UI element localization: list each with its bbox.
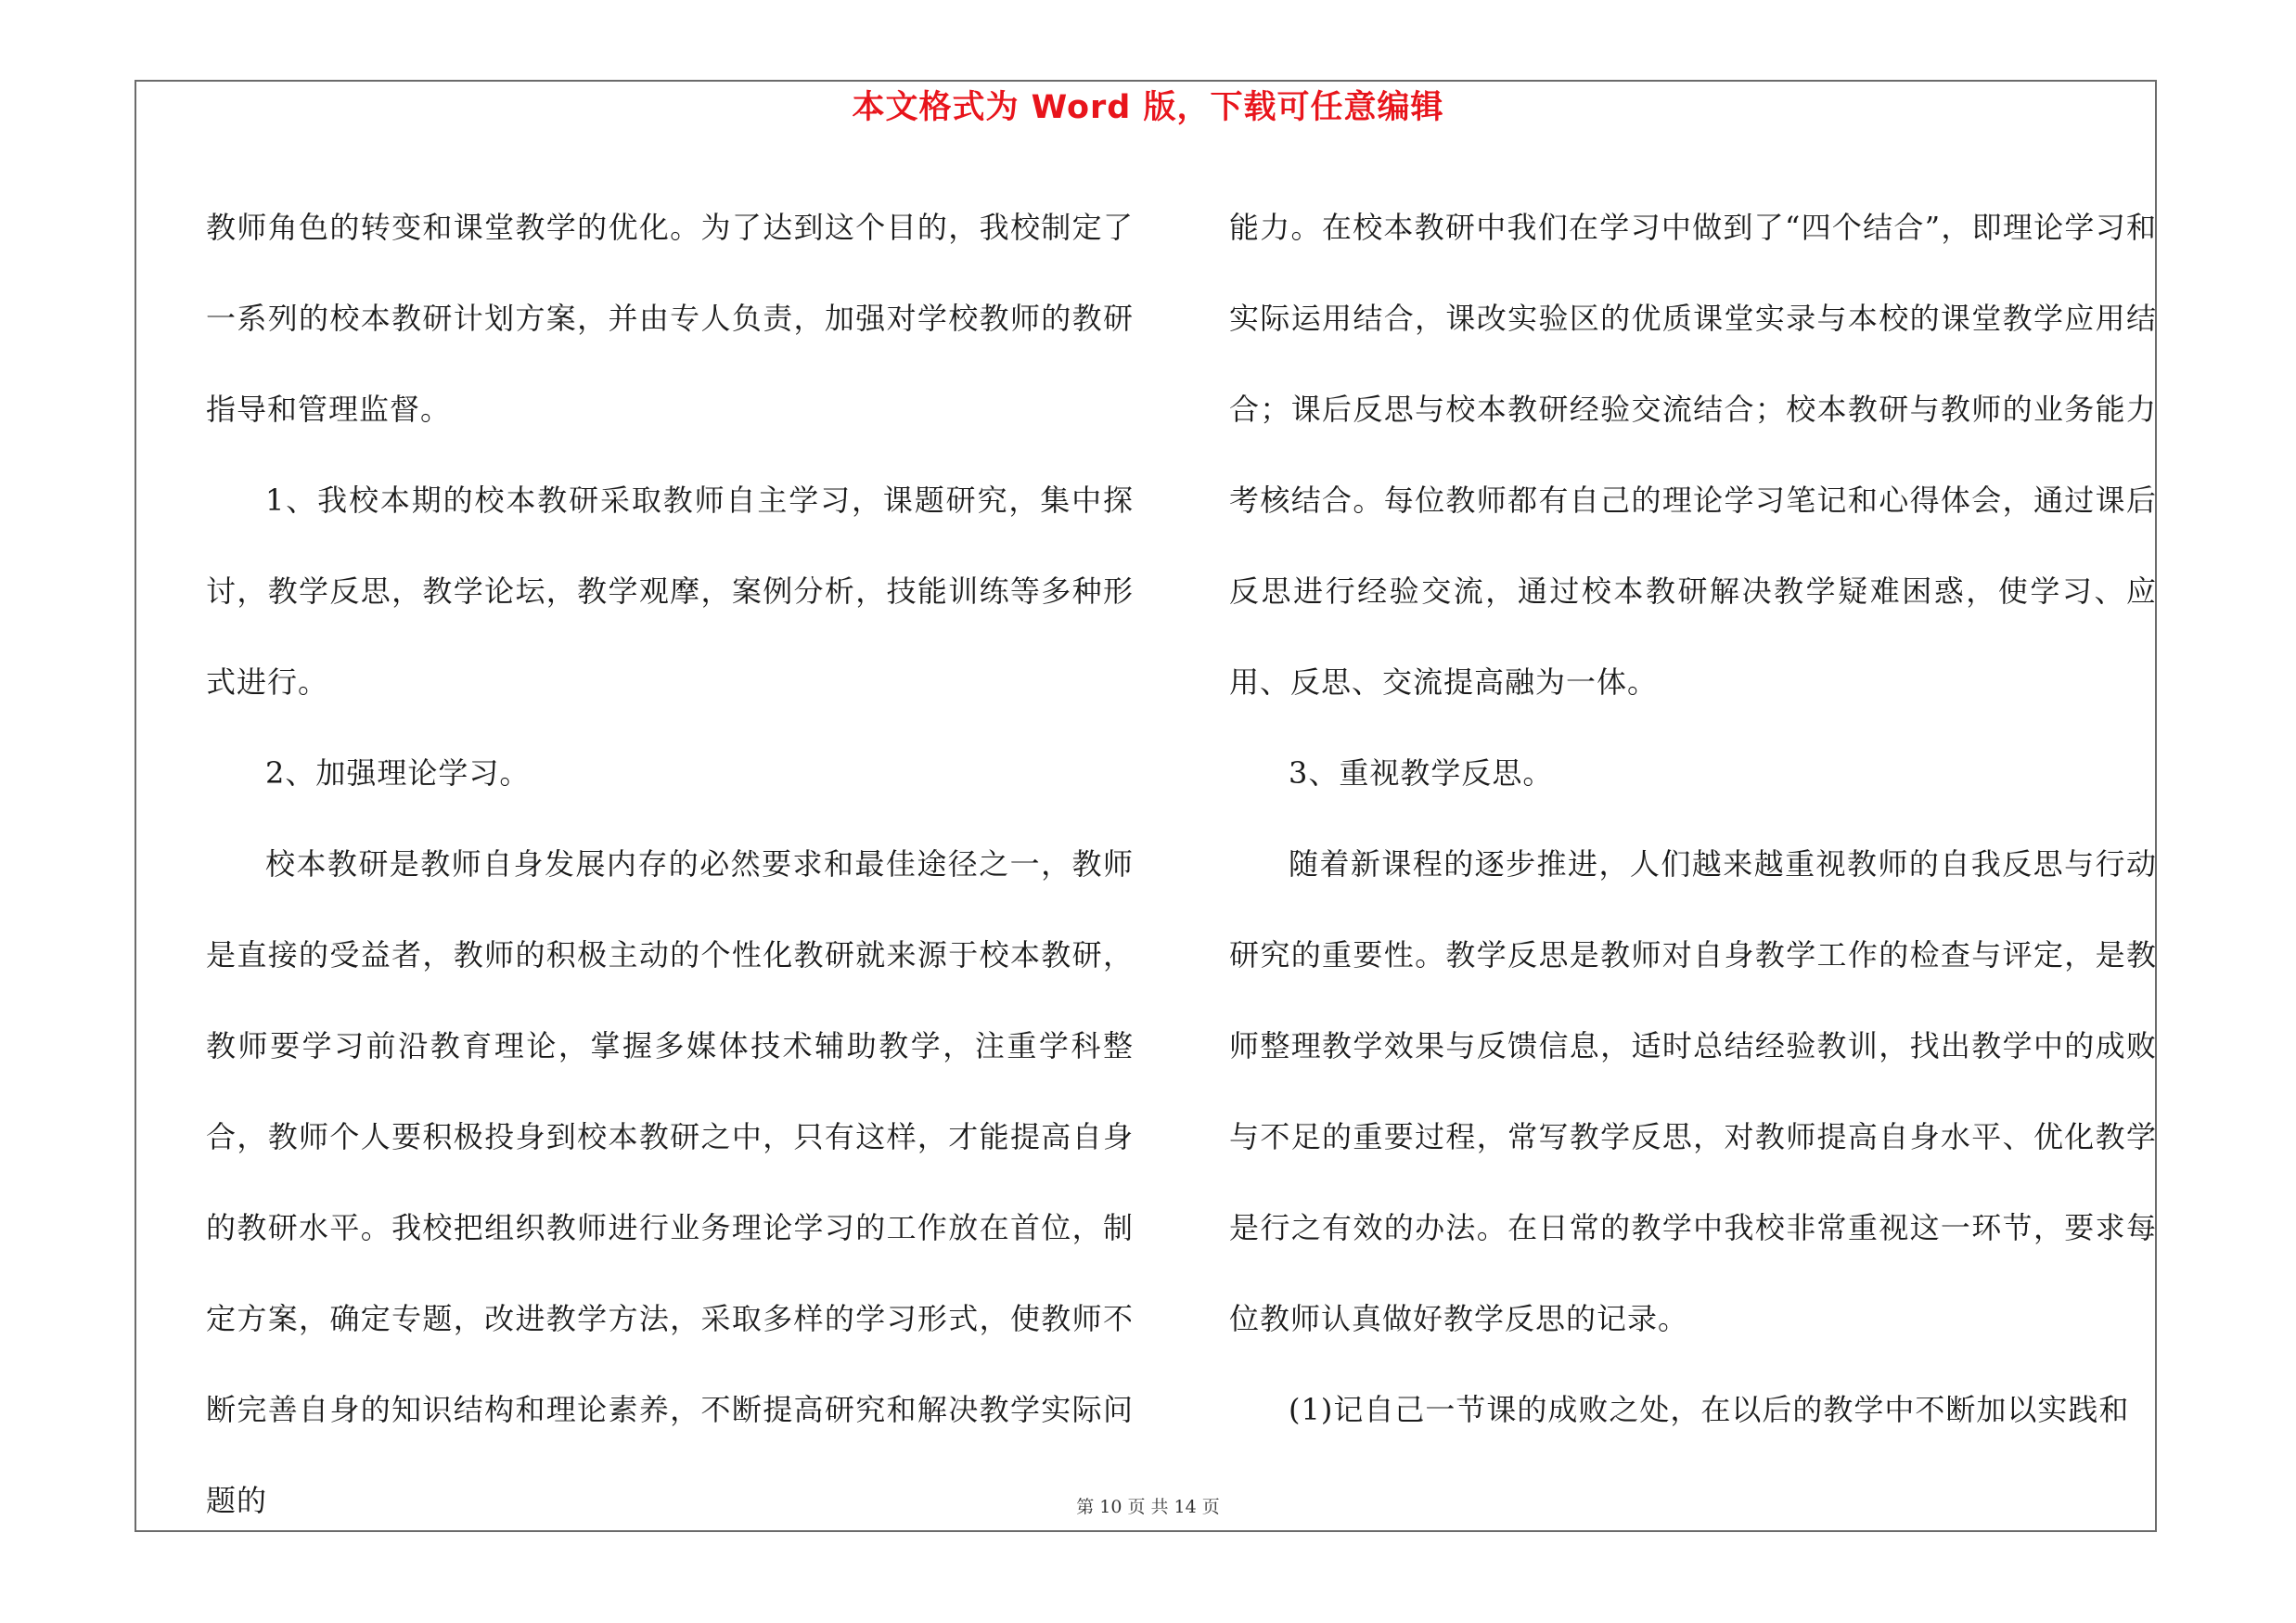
right-column [1229,182,2157,1455]
footer-middle: 页 共 [1127,1497,1169,1517]
total-pages-number: 14 [1174,1497,1197,1517]
left-column [206,182,1134,1546]
section-heading: 3、重视教学反思。 [1289,755,1554,791]
paragraph: 能力。在校本教研中我们在学习中做到了“四个结合”，即理论学习和实际运用结合，课改实验区的优质课堂实录与本校的课堂教学应用结合；课后反思与校本教研经验交流结合；校本教研与教师的业务能力考核结合。每位教师都有自己的理论学习笔记和心得体会，通过课后反思进行经验交流，通过校本教研解决教学疑难困惑，使学习、应用、反思、交流提高融为一体。 [1229,210,2157,700]
header-banner: 本文格式为 Word 版，下载可任意编辑 [852,89,1444,126]
paragraph: (1)记自己一节课的成败之处，在以后的教学中不断加以实践和 [1289,1392,2130,1427]
footer-prefix: 第 [1076,1497,1095,1517]
page-footer [0,1493,2296,1518]
paragraph: 随着新课程的逐步推进，人们越来越重视教师的自我反思与行动研究的重要性。教学反思是教师对自身教学工作的检查与评定，是教师整理教学效果与反馈信息，适时总结经验教训，找出教学中的成败与不足的重要过程，常写教学反思，对教师提高自身水平、优化教学是行之有效的办法。在日常的教学中我校非常重视这一环节，要求每位教师认真做好教学反思的记录。 [1229,846,2157,1336]
paragraph: 校本教研是教师自身发展内存的必然要求和最佳途径之一，教师是直接的受益者，教师的积极主动的个性化教研就来源于校本教研，教师要学习前沿教育理论，掌握多媒体技术辅助教学，注重学科整合，教师个人要积极投身到校本教研之中，只有这样，才能提高自身的教研水平。我校把组织教师进行业务理论学习的工作放在首位，制定方案，确定专题，改进教学方法，采取多样的学习形式，使教师不断完善自身的知识结构和理论素养，不断提高研究和解决教学实际问题的 [206,846,1134,1518]
paragraph: 教师角色的转变和课堂教学的优化。为了达到这个目的，我校制定了一系列的校本教研计划方案，并由专人负责，加强对学校教师的教研指导和管理监督。 [206,210,1134,427]
current-page-number: 10 [1099,1497,1122,1517]
paragraph: 1、我校本期的校本教研采取教师自主学习，课题研究，集中探讨，教学反思，教学论坛，教学观摩，案例分析，技能训练等多种形式进行。 [206,483,1134,700]
section-heading: 2、加强理论学习。 [265,755,531,791]
footer-suffix: 页 [1201,1497,1220,1517]
